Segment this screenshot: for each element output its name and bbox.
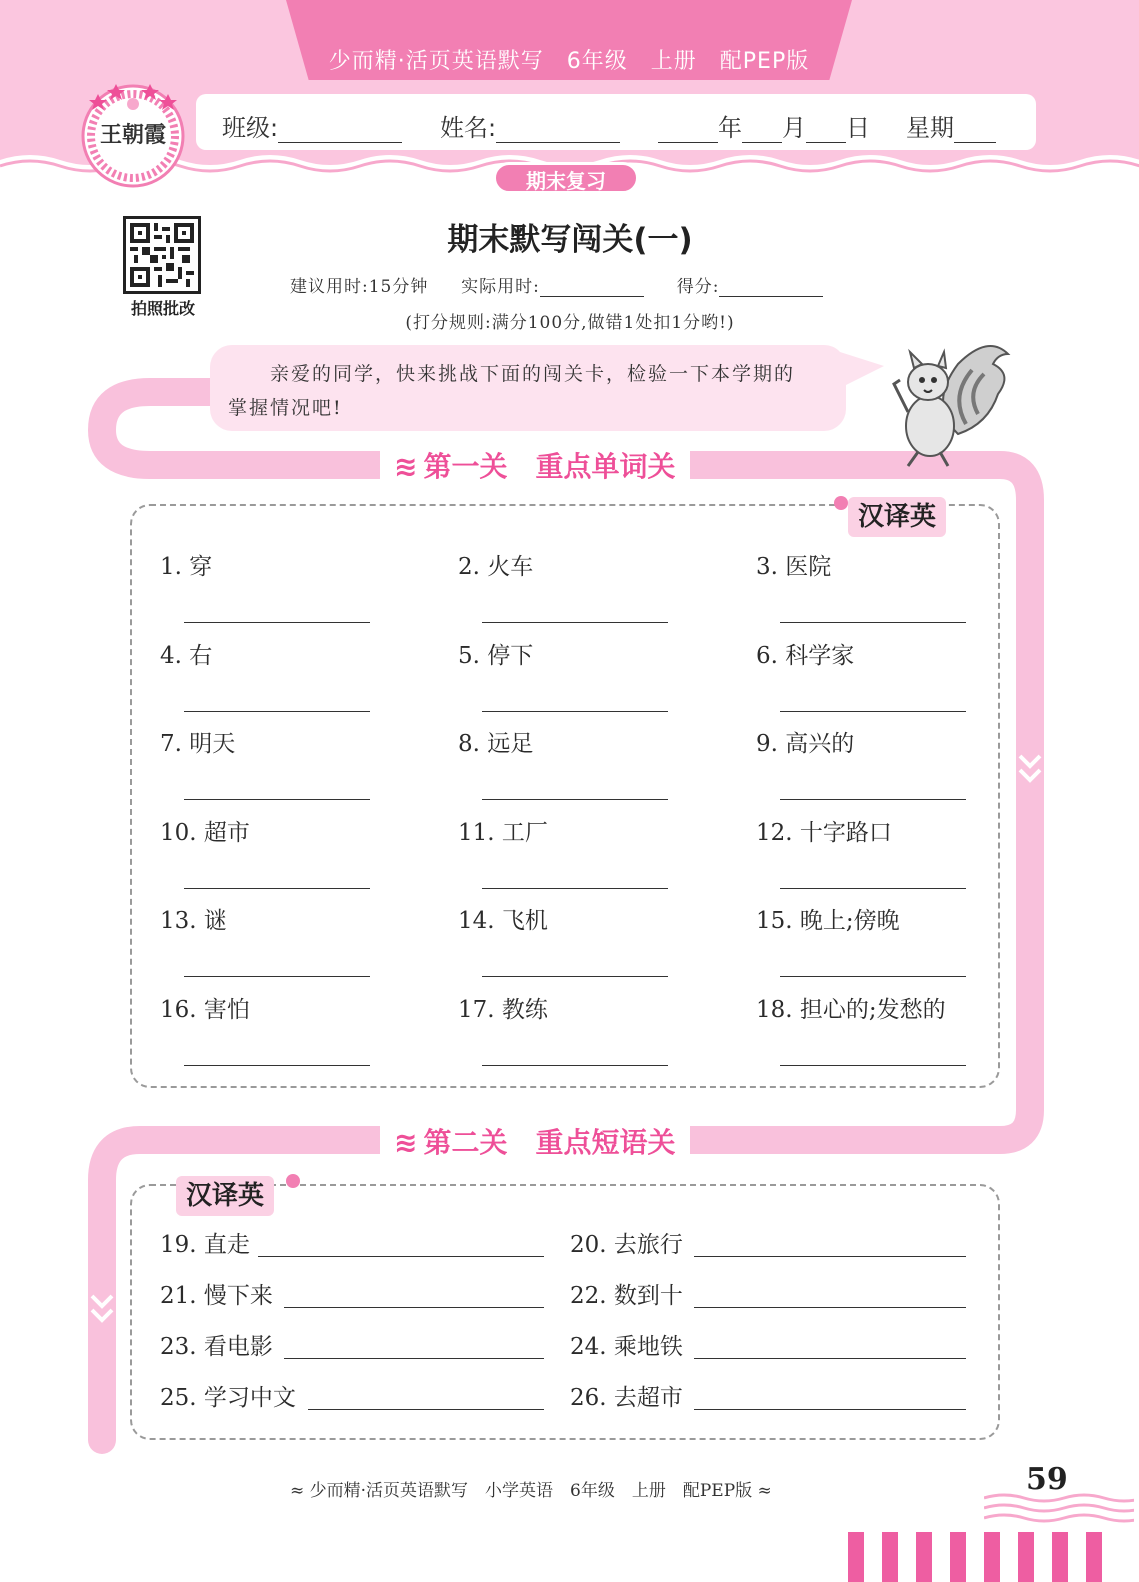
word-answer-blank[interactable] (184, 1065, 370, 1066)
section2-header (380, 1120, 690, 1166)
word-prompt: 13. 谜 (160, 908, 227, 934)
speech-bubble-tail (840, 352, 884, 388)
word-answer-blank[interactable] (184, 976, 370, 977)
word-answer-blank[interactable] (482, 711, 668, 712)
word-answer-blank[interactable] (482, 799, 668, 800)
word-answer-blank[interactable] (482, 1065, 668, 1066)
class-label: 班级: (222, 114, 279, 142)
phrase-prompt: 24. 乘地铁 (570, 1334, 683, 1360)
phrase-prompt: 19. 直走 (160, 1232, 250, 1258)
word-answer-blank[interactable] (184, 622, 370, 623)
word-prompt: 17. 教练 (458, 996, 548, 1023)
word-prompt: 14. 飞机 (458, 908, 548, 934)
logo-text: 王朝霞 (99, 122, 167, 148)
stripe (848, 1532, 864, 1582)
weekday-label: 星期 (906, 114, 954, 142)
word-prompt: 2. 火车 (458, 554, 534, 580)
phrase-prompt: 26. 去超市 (570, 1385, 683, 1411)
word-prompt: 3. 医院 (756, 554, 832, 580)
stripe (916, 1532, 932, 1582)
section2-tag-dot (286, 1174, 300, 1188)
year-label: 年 (718, 114, 742, 142)
section1-level: 第一关 (423, 450, 508, 483)
word-answer-blank[interactable] (780, 976, 966, 977)
suggested-time: 建议用时:15分钟 (290, 277, 429, 297)
section2-waves-icon: ≋ (394, 1126, 418, 1159)
word-prompt: 16. 害怕 (160, 996, 250, 1023)
intro-speech-bubble (210, 345, 846, 431)
word-answer-blank[interactable] (780, 622, 966, 623)
word-prompt: 1. 穿 (160, 554, 213, 580)
word-prompt: 4. 右 (160, 642, 213, 669)
series-title: 少而精·活页英语默写 6年级 上册 配PEP版 (328, 49, 810, 74)
score-label: 得分: (676, 277, 720, 297)
word-prompt: 15. 晚上;傍晚 (756, 908, 900, 934)
word-prompt: 7. 明天 (160, 731, 236, 757)
word-prompt: 10. 超市 (160, 819, 250, 846)
section1-waves-icon: ≋ (394, 450, 418, 483)
squirrel-mascot-icon (888, 334, 1018, 474)
word-answer-blank[interactable] (780, 888, 966, 889)
actual-time-blank[interactable] (540, 277, 644, 297)
section1-tag-dot (834, 496, 848, 510)
phrase-prompt: 21. 慢下来 (160, 1283, 273, 1309)
word-answer-blank[interactable] (482, 888, 668, 889)
section2-tag: 汉译英 (176, 1176, 274, 1216)
section2-name: 重点短语关 (535, 1126, 676, 1159)
phrase-answer-blank[interactable] (694, 1307, 966, 1308)
phrase-answer-blank[interactable] (694, 1358, 966, 1359)
word-answer-blank[interactable] (184, 711, 370, 712)
word-prompt: 6. 科学家 (756, 642, 855, 669)
word-answer-blank[interactable] (482, 976, 668, 977)
section1-header (380, 444, 690, 490)
phrase-answer-blank[interactable] (258, 1256, 544, 1257)
phrase-prompt: 23. 看电影 (160, 1334, 273, 1360)
qr-code-icon (130, 223, 194, 287)
word-prompt: 5. 停下 (458, 642, 534, 669)
word-answer-blank[interactable] (780, 799, 966, 800)
qr-code[interactable] (123, 216, 201, 294)
month-label: 月 (782, 114, 806, 142)
phrase-answer-blank[interactable] (308, 1409, 544, 1410)
phrase-answer-blank[interactable] (284, 1358, 544, 1359)
word-prompt: 8. 远足 (458, 731, 534, 757)
day-label: 日 (846, 114, 870, 142)
word-prompt: 11. 工厂 (458, 819, 548, 846)
qr-caption: 拍照批改 (130, 299, 195, 318)
phrase-answer-blank[interactable] (694, 1409, 966, 1410)
phrase-prompt: 22. 数到十 (570, 1283, 683, 1309)
score-blank[interactable] (719, 277, 823, 297)
scoring-rule: (打分规则:满分100分,做错1处扣1分哟!) (405, 313, 735, 333)
word-prompt: 18. 担心的;发愁的 (756, 996, 946, 1023)
phrase-answer-blank[interactable] (284, 1307, 544, 1308)
footer-text: ≈ 少而精·活页英语默写 小学英语 6年级 上册 配PEP版 ≈ (290, 1481, 772, 1501)
intro-line-2: 掌握情况吧! (228, 397, 343, 419)
time-info (290, 272, 823, 297)
word-answer-blank[interactable] (184, 799, 370, 800)
stripe (1086, 1532, 1102, 1582)
actual-time-label: 实际用时: (461, 277, 540, 297)
stripe (882, 1532, 898, 1582)
section1-tag: 汉译英 (848, 497, 946, 537)
name-label: 姓名: (440, 114, 497, 142)
phrase-prompt: 25. 学习中文 (160, 1385, 296, 1411)
intro-line-1: 亲爱的同学，快来挑战下面的闯关卡，检验一下本学期的 (270, 363, 796, 385)
stripe (1052, 1532, 1068, 1582)
footer-stripes (848, 1532, 1108, 1582)
page-number: 59 (1026, 1462, 1068, 1497)
page-title: 期末默写闯关(一) (447, 222, 693, 258)
stripe (1018, 1532, 1034, 1582)
section1-name: 重点单词关 (535, 450, 676, 483)
word-answer-blank[interactable] (482, 622, 668, 623)
word-answer-blank[interactable] (780, 711, 966, 712)
phrase-answer-blank[interactable] (694, 1256, 966, 1257)
stripe (950, 1532, 966, 1582)
word-answer-blank[interactable] (184, 888, 370, 889)
phrase-prompt: 20. 去旅行 (570, 1232, 683, 1258)
stripe (984, 1532, 1000, 1582)
word-answer-blank[interactable] (780, 1065, 966, 1066)
word-prompt: 9. 高兴的 (756, 731, 855, 757)
word-prompt: 12. 十字路口 (756, 819, 892, 846)
final-review-badge: 期末复习 (493, 162, 639, 194)
section2-level: 第二关 (423, 1126, 508, 1159)
